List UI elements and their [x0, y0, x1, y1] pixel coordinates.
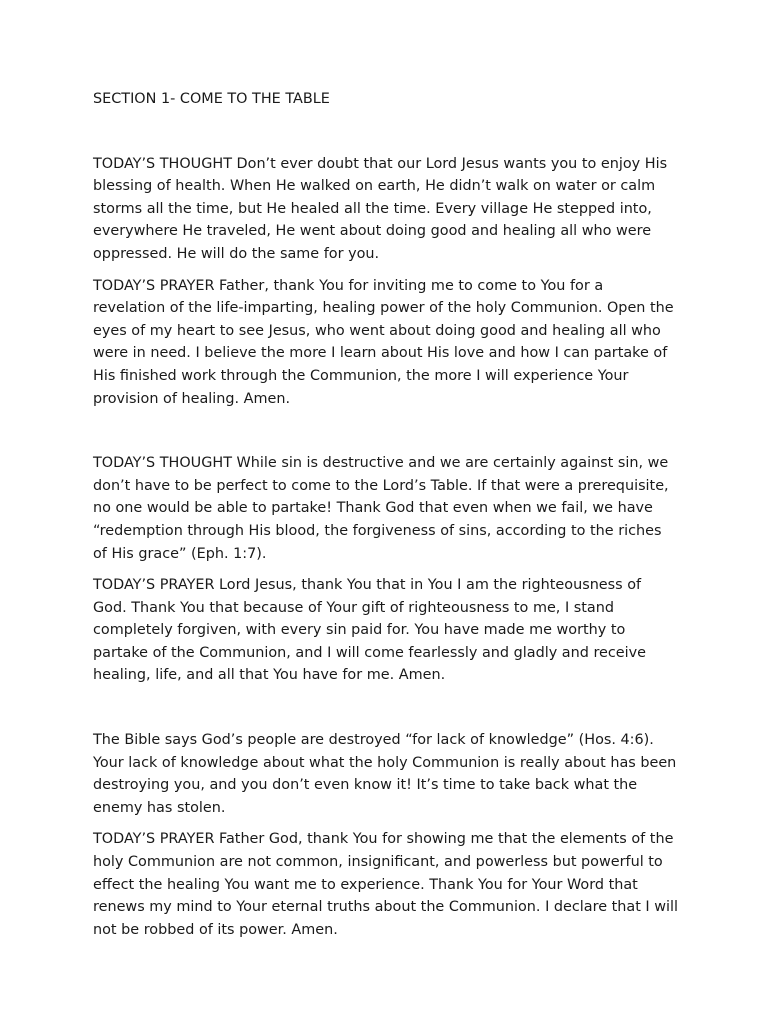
section-heading: SECTION 1- COME TO THE TABLE	[93, 91, 330, 107]
paragraph-gap	[93, 419, 679, 452]
prayer-paragraph-3: TODAY’S PRAYER Father God, thank You for showing me that the elements of the holy Communion are not common, insignificant, and powerless but powerful to effect the healing You want me to experience. Thank You for Your Word that renews my mind to Your eternal truths about the Communion. I declare that I will not be robbed of its power. Amen.	[93, 831, 679, 938]
thought-paragraph-2: TODAY’S THOUGHT While sin is destructive and we are certainly against sin, we don’t have to be perfect to come to the Lord’s Table. If that were a prerequisite, no one would be able to partake! Thank God that even when we fail, we have “redemption through His blood, the forgiveness of sins, according to the riches of His grace” (Eph. 1:7).	[93, 455, 669, 562]
document-body	[93, 88, 679, 950]
thought-paragraph-1: TODAY’S THOUGHT Don’t ever doubt that our Lord Jesus wants you to enjoy His blessing of health. When He walked on earth, He didn’t walk on water or calm storms all the time, but He healed all the time. Every village He stepped into, everywhere He traveled, He went about doing good and healing all who were oppressed. He will do the same for you.	[93, 155, 668, 262]
thought-paragraph-3: The Bible says God’s people are destroyed “for lack of knowledge” (Hos. 4:6). Your lack of knowledge about what the holy Communion is really about has been destroying you, and you don’t even know it! It’s time to take back what the enemy has stolen.	[93, 732, 677, 816]
prayer-paragraph-1: TODAY’S PRAYER Father, thank You for inviting me to come to You for a revelation of the life-imparting, healing power of the holy Communion. Open the eyes of my heart to see Jesus, who went about doing good and healing all who were in need. I believe the more I learn about His love and how I can partake of His finished work through the Communion, the more I will experience Your provision of healing. Amen.	[93, 277, 674, 407]
paragraph-gap	[93, 696, 679, 729]
prayer-paragraph-2: TODAY’S PRAYER Lord Jesus, thank You that in You I am the righteousness of God. Thank You that because of Your gift of righteousness to me, I stand completely forgiven, with every sin paid for. You have made me worthy to partake of the Communion, and I will come fearlessly and gladly and receive healing, life, and all that You have for me. Amen.	[93, 577, 647, 684]
